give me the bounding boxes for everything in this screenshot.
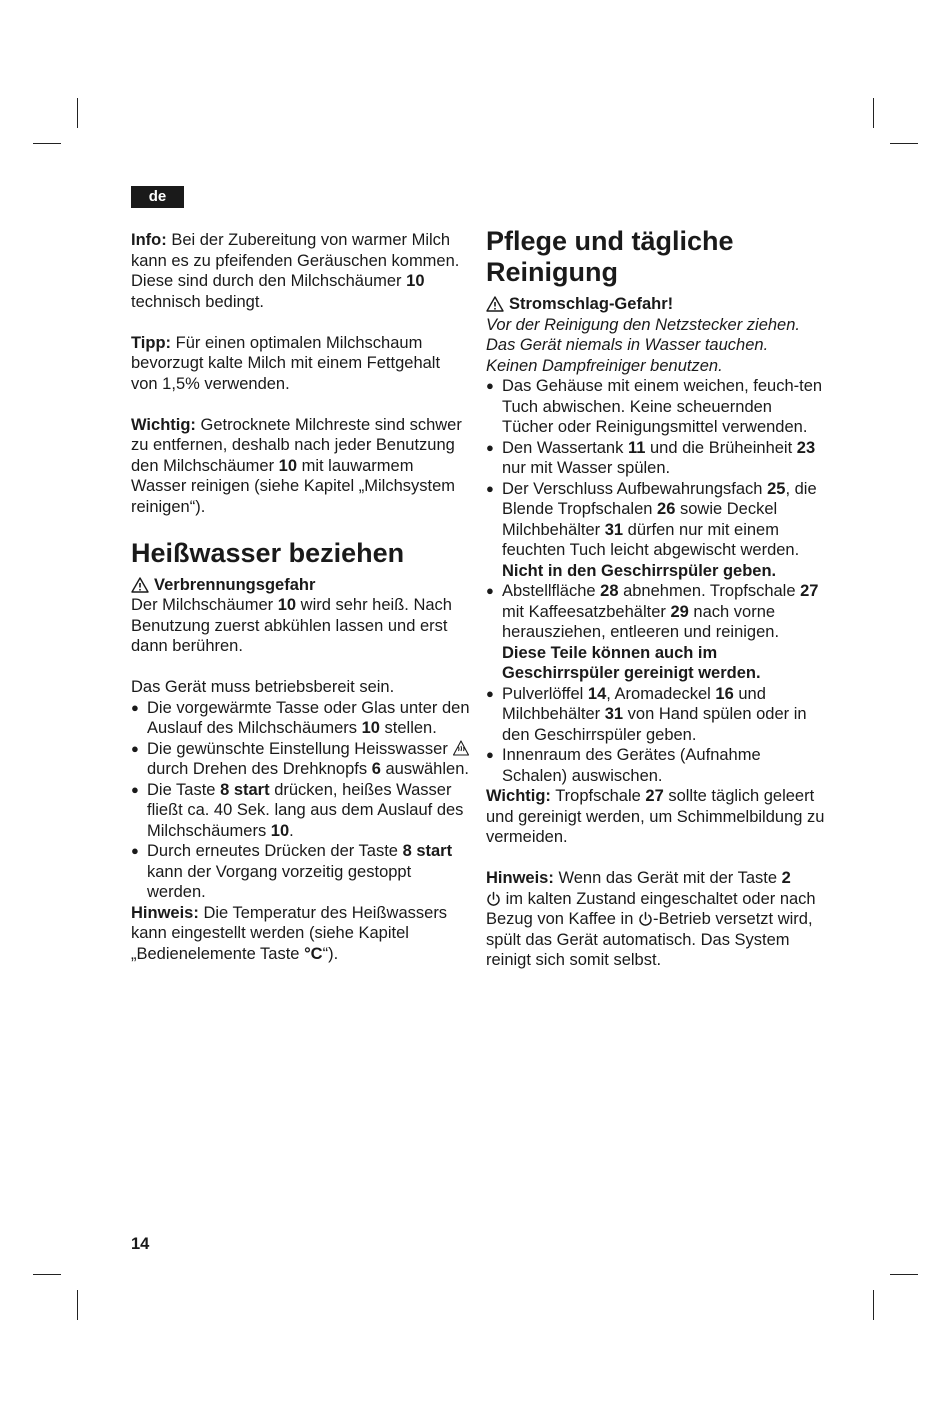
warning-triangle-icon (486, 296, 504, 312)
note-paragraph: Hinweis: Die Temperatur des Heißwassers kann eingestellt werden (siehe Kapitel „Bedienelemente Taste °C“). (131, 903, 448, 963)
burn-warning-heading: Verbrennungsgefahr (131, 575, 471, 596)
right-column (486, 226, 826, 971)
list-item: ● Den Wassertank 11 und die Brüheinheit 23 nur mit Wasser spülen. (486, 438, 816, 477)
hot-water-steps (131, 698, 471, 903)
shock-warning-line: Das Gerät niemals in Wasser tauchen. (486, 336, 769, 354)
crop-mark (890, 1274, 918, 1275)
list-item: ● Die vorgewärmte Tasse oder Glas unter den Auslauf des Milchschäumers 10 stellen. (131, 698, 470, 737)
crop-mark (77, 1290, 78, 1320)
page-number: 14 (131, 1235, 150, 1253)
shock-warning-heading: Stromschlag-Gefahr! (486, 294, 826, 315)
list-item: ● Das Gehäuse mit einem weichen, feuch-ten Tuch abwischen. Keine scheuernden Tücher oder Reinigungsmittel verwenden. (486, 377, 823, 436)
list-item: ● Abstellfläche 28 abnehmen. Tropfschale 27 mit Kaffeesatzbehälter 29 nach vorne herausziehen, entleeren und reinigen. Diese Teile können auch im Geschirrspüler gereinigt werden. (486, 582, 819, 682)
left-column (131, 230, 471, 964)
power-icon (486, 891, 501, 907)
cleaning-steps (486, 376, 826, 786)
note-paragraph: Hinweis: Wenn das Gerät mit der Taste 2 im kalten Zustand eingeschaltet oder nach Bezug von Kaffee in -Betrieb versetzt wird, spült das Gerät automatisch. Das System reinigt sich somit selbst. (486, 869, 816, 969)
crop-mark (890, 143, 918, 144)
crop-mark (873, 1290, 874, 1320)
section-title-care: Pflege und tägliche Reinigung (486, 226, 734, 287)
list-item: ● Der Verschluss Aufbewahrungsfach 25, die Blende Tropfschalen 26 sowie Deckel Milchbehälter 31 dürfen nur mit einem feuchten Tuch leicht abgewischt werden. Nicht in den Geschirrspüler geben. (486, 479, 817, 580)
shock-warning-line: Vor der Reinigung den Netzstecker ziehen. (486, 315, 800, 334)
ready-text: Das Gerät muss betriebsbereit sein. (131, 678, 395, 696)
info-paragraph: Info: Bei der Zubereitung von warmer Milch kann es zu pfeifenden Geräuschen kommen. Diese sind durch den Milchschäumer 10 technisch bedingt. (131, 231, 460, 311)
list-item: ● Durch erneutes Drücken der Taste 8 start kann der Vorgang vorzeitig gestoppt werden. (131, 842, 453, 901)
burn-warning-text: Der Milchschäumer 10 wird sehr heiß. Nach Benutzung zuerst abkühlen lassen und erst dann berühren. (131, 596, 452, 655)
crop-mark (77, 98, 78, 128)
warning-triangle-icon (131, 577, 149, 593)
tip-paragraph: Tipp: Für einen optimalen Milchschaum bevorzugt kalte Milch mit einem Fettgehalt von 1,5% verwenden. (131, 333, 441, 393)
important-paragraph: Wichtig: Tropfschale 27 sollte täglich geleert und gereinigt werden, um Schimmelbildung zu vermeiden. (486, 787, 825, 846)
crop-mark (33, 1274, 61, 1275)
crop-mark (33, 143, 61, 144)
list-item: ● Die gewünschte Einstellung Heisswasser durch Drehen des Drehknopfs 6 auswählen. (131, 739, 469, 778)
language-tag: de (131, 186, 184, 208)
list-item: ● Pulverlöffel 14, Aromadeckel 16 und Milchbehälter 31 von Hand spülen oder in den Geschirrspüler geben. (486, 684, 807, 744)
list-item: ● Die Taste 8 start drücken, heißes Wasser fließt ca. 40 Sek. lang aus dem Auslauf des Milchschäumers 10. (131, 780, 464, 840)
power-icon (638, 911, 653, 927)
important-paragraph: Wichtig: Getrocknete Milchreste sind schwer zu entfernen, deshalb nach jeder Benutzung den Milchschäumer 10 mit lauwarmem Wasser reinigen (siehe Kapitel „Milchsystem reinigen“). (131, 415, 462, 516)
list-item: ● Innenraum des Gerätes (Aufnahme Schalen) auswischen. (486, 746, 761, 785)
hot-water-icon (452, 739, 470, 757)
shock-warning-line: Keinen Dampfreiniger benutzen. (486, 356, 723, 375)
section-title-hot-water: Heißwasser beziehen (131, 537, 405, 568)
crop-mark (873, 98, 874, 128)
